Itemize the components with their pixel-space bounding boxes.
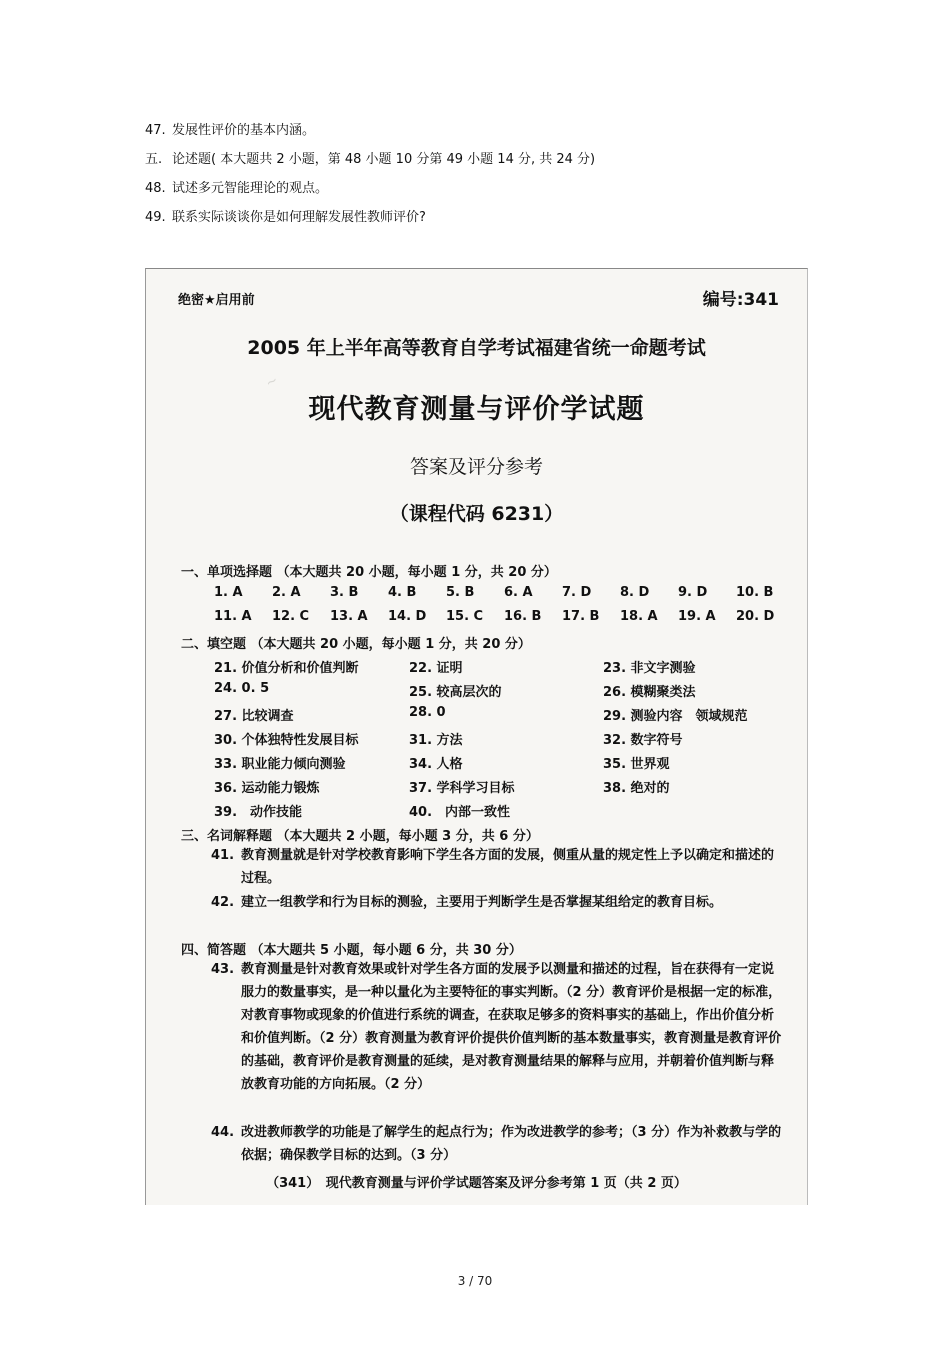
confidential-label: 绝密★启用前 <box>178 293 255 308</box>
course-code: （课程代码 6231） <box>389 503 564 525</box>
answer-cell: 15. C <box>446 609 484 624</box>
short-answer-43 <box>211 958 783 1096</box>
answer-cell: 1. A <box>214 585 243 600</box>
page-indicator: 3 / 70 <box>457 1274 493 1288</box>
line-text: 联系实际谈谈你是如何理解发展性教师评价? <box>172 210 426 225</box>
fill-answer: 22. 证明 <box>409 661 463 676</box>
answer-cell: 5. B <box>446 585 475 600</box>
fill-answer: 34. 人格 <box>409 757 463 772</box>
item-text: 建立一组教学和行为目标的测验，主要用于判断学生是否掌握某组给定的教育目标。 <box>241 895 723 910</box>
answer-cell: 13. A <box>330 609 368 624</box>
fill-answer: 32. 数字符号 <box>603 733 683 748</box>
item-number: 41. <box>211 848 235 863</box>
line-number: 47. <box>145 123 166 138</box>
answer-cell: 8. D <box>620 585 650 600</box>
fill-answer: 23. 非文字测验 <box>603 661 696 676</box>
watermark: ~ <box>262 372 281 392</box>
line-number: 49. <box>145 210 166 225</box>
fill-answer: 30. 个体独特性发展目标 <box>214 733 359 748</box>
scanned-answer-sheet <box>145 268 808 1205</box>
section-title: 一、单项选择题 （本大题共 20 小题，每小题 1 分，共 20 分） <box>181 565 557 580</box>
fill-answer: 33. 职业能力倾向测验 <box>214 757 346 772</box>
answer-cell: 9. D <box>678 585 708 600</box>
section-title: 四、简答题 （本大题共 5 小题，每小题 6 分，共 30 分） <box>181 943 522 958</box>
fill-answer: 21. 价值分析和价值判断 <box>214 661 359 676</box>
exam-title: 2005 年上半年高等教育自学考试福建省统一命题考试 <box>247 337 706 359</box>
definition-answer-41 <box>211 844 783 890</box>
fill-answer: 40. 内部一致性 <box>409 805 511 820</box>
item-text: 改进教师教学的功能是了解学生的起点行为；作为改进教学的参考；（3 分）作为补救教与学的依据；确保教学目标的达到。（3 分） <box>241 1125 782 1163</box>
answer-cell: 14. D <box>388 609 427 624</box>
item-text: 教育测量就是针对学校教育影响下学生各方面的发展，侧重从量的规定性上予以确定和描述的过程。 <box>241 848 775 886</box>
fill-answer: 25. 较高层次的 <box>409 685 502 700</box>
line-text: 发展性评价的基本内涵。 <box>172 123 316 138</box>
item-number: 42. <box>211 895 235 910</box>
fill-answer: 37. 学科学习目标 <box>409 781 515 796</box>
fill-answer: 29. 测验内容 领域规范 <box>603 709 748 724</box>
fill-answer: 28. 0 <box>409 705 446 720</box>
answer-title: 答案及评分参考 <box>409 456 543 478</box>
answer-cell: 16. B <box>504 609 542 624</box>
fill-answer: 27. 比较调查 <box>214 709 294 724</box>
question-47 <box>145 122 315 140</box>
answer-cell: 2. A <box>272 585 301 600</box>
answer-cell: 10. B <box>736 585 774 600</box>
line-text: 试述多元智能理论的观点。 <box>172 181 329 196</box>
answer-cell: 6. A <box>504 585 533 600</box>
short-answer-44 <box>211 1121 783 1167</box>
item-number: 43. <box>211 962 235 977</box>
answer-cell: 12. C <box>272 609 310 624</box>
section-title: 二、填空题 （本大题共 20 小题，每小题 1 分，共 20 分） <box>181 637 531 652</box>
definition-answer-42 <box>211 891 783 914</box>
section-title: 三、名词解释题 （本大题共 2 小题，每小题 3 分，共 6 分） <box>181 829 539 844</box>
question-49 <box>145 209 426 227</box>
fill-answer: 35. 世界观 <box>603 757 670 772</box>
fill-answer: 24. 0. 5 <box>214 681 270 696</box>
fill-answer: 38. 绝对的 <box>603 781 670 796</box>
fill-answer: 39. 动作技能 <box>214 805 303 820</box>
line-number: 48. <box>145 181 166 196</box>
item-text: 教育测量是针对教育效果或针对学生各方面的发展予以测量和描述的过程，旨在获得有一定说服力的数量事实，是一种以量化为主要特征的事实判断。（2 分）教育评价是根据一定的标准，对教育事物或现象的价值进行系统的调查，在获取足够多的资料事实的基础上，作出价值分析和价值判断。（2 分）教育测量为教育评价提供价值判断的基本数量事实，教育测量是教育评价的基础，教育评价是教育测量的延续，是对教育测量结果的解释与应用，并朝着价值判断与释放教育功能的方向拓展。（2 分） <box>241 962 782 1092</box>
answer-cell: 18. A <box>620 609 658 624</box>
answer-cell: 3. B <box>330 585 359 600</box>
section-five-heading <box>145 151 595 169</box>
answer-cell: 17. B <box>562 609 600 624</box>
line-number: 五. <box>145 152 163 167</box>
answer-cell: 7. D <box>562 585 592 600</box>
fill-answer: 36. 运动能力锻炼 <box>214 781 320 796</box>
line-text: 论述题( 本大题共 2 小题，第 48 小题 10 分第 49 小题 14 分, 共 24 分) <box>172 152 596 167</box>
answer-cell: 19. A <box>678 609 716 624</box>
answer-cell: 11. A <box>214 609 252 624</box>
item-number: 44. <box>211 1125 235 1140</box>
fill-answer: 26. 模糊聚类法 <box>603 685 696 700</box>
subject-title: 现代教育测量与评价学试题 <box>308 394 645 425</box>
question-48 <box>145 180 328 198</box>
sheet-footer: （341） 现代教育测量与评价学试题答案及评分参考第 1 页（共 2 页） <box>266 1176 687 1191</box>
document-number: 编号:341 <box>702 290 779 310</box>
answer-cell: 20. D <box>736 609 775 624</box>
fill-answer: 31. 方法 <box>409 733 463 748</box>
answer-cell: 4. B <box>388 585 417 600</box>
